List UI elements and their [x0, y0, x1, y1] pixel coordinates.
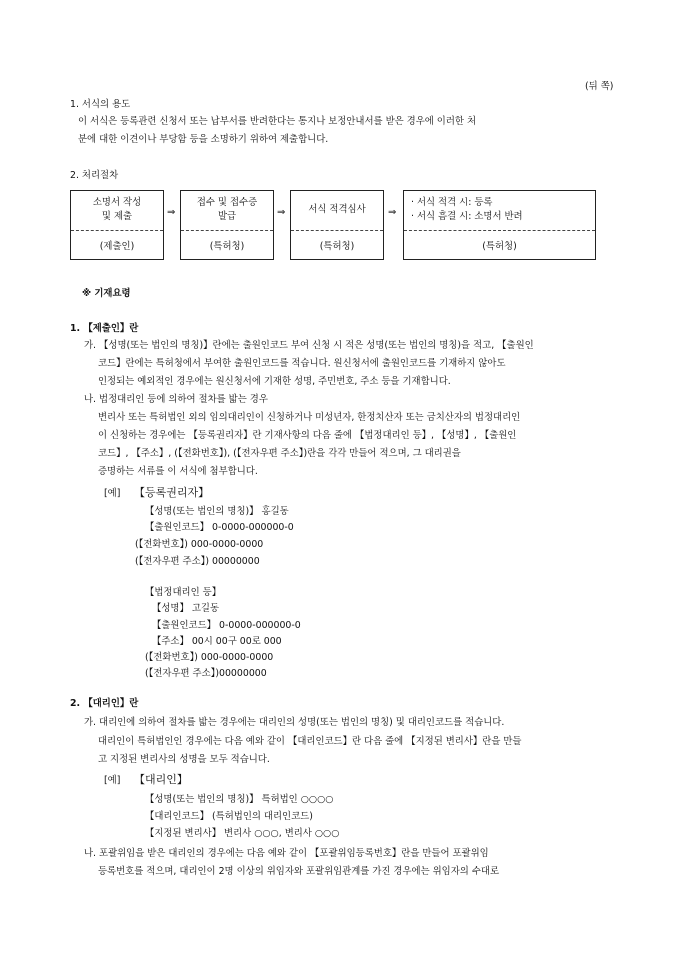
example-line: 【성명(또는 법인의 명칭)】 홍길동 [145, 506, 289, 517]
example-line: 【성명(또는 법인의 명칭)】 특허법인 ○○○○ [145, 794, 334, 805]
example-title: 【등록권리자】 [134, 486, 210, 499]
box-actor: (제출인) [99, 241, 135, 252]
guide-s2-na-line: 등록번호를 적으며, 대리인이 2명 이상의 위임자와 포괄위임관계를 가진 경우에는 위임자의 수대로 [98, 866, 499, 877]
guide-s2-ga-line: 고 지정된 변리사의 성명을 모두 적습니다. [98, 754, 270, 765]
process-box-result [403, 190, 596, 260]
example-line: 【주소】 00시 00구 00로 000 [152, 636, 282, 647]
example-line: (【전자우편 주소】)00000000 [145, 668, 267, 679]
example-line: 【지정된 변리사】 변리사 ○○○, 변리사 ○○○ [145, 828, 340, 839]
section-2-heading: 2. 처리절차 [70, 170, 119, 181]
process-box-review [290, 190, 384, 260]
guide-s1-na-line: 나. 법정대리인 등에 의하여 절차를 밟는 경우 [84, 394, 268, 405]
example-line: (【전화번호】) 000-0000-0000 [135, 539, 264, 550]
box-text: 발급 [217, 211, 237, 222]
guide-title: ※ 기재요령 [82, 288, 131, 299]
example-line: 【대리인코드】 (특허법인의 대리인코드) [145, 811, 313, 822]
box-actor: (특허청) [209, 241, 245, 252]
guide-s1-ga-line: 코드】란에는 특허청에서 부여한 출원인코드를 적습니다. 원신청서에 출원인코드를 기재하지 않아도 [98, 358, 506, 369]
example-line: 【출원인코드】 0-0000-000000-0 [152, 620, 301, 631]
box-text: 서식 적격심사 [308, 204, 366, 215]
arrow-icon: ⇒ [277, 207, 286, 218]
arrow-icon: ⇒ [388, 207, 397, 218]
guide-s2-ga-line: 가. 대리인에 의하여 절차를 밟는 경우에는 대리인의 성명(또는 법인의 명칭) 및 대리인코드를 적습니다. [84, 717, 505, 728]
example-line: 【법정대리인 등】 [145, 587, 222, 598]
section-1-line: 분에 대한 이견이나 부당함 등을 소명하기 위하여 제출합니다. [78, 134, 329, 145]
guide-s1-ga-line: 인정되는 예외적인 경우에는 원신청서에 기재한 성명, 주민번호, 주소 등을 기재합니다. [98, 376, 451, 387]
example-label: [예] [104, 488, 121, 499]
guide-s2-heading: 2. 【대리인】란 [70, 698, 139, 709]
process-box-submit [70, 190, 164, 260]
page-marker: (뒤 쪽) [585, 81, 614, 92]
box-text: · 서식 흠결 시: 소명서 반려 [411, 211, 523, 222]
guide-s1-heading: 1. 【제출인】란 [70, 323, 139, 334]
box-text: 접수 및 접수증 [196, 197, 258, 208]
guide-s1-na-line: 이 신청하는 경우에는 【등록권리자】란 기재사항의 다음 줄에 【법정대리인 등】, 【성명】, 【출원인 [98, 430, 517, 441]
process-box-receive [180, 190, 274, 260]
guide-s1-na-line: 코드】, 【주소】, (【전화번호】), (【전자우편 주소】)란을 각각 만들어 적으며, 그 대리권을 [98, 448, 461, 459]
example-line: 【성명】 고길동 [152, 603, 220, 614]
arrow-icon: ⇒ [167, 207, 176, 218]
box-actor: (특허청) [319, 241, 355, 252]
box-text: 및 제출 [101, 211, 133, 222]
box-text: 소명서 작성 [92, 197, 142, 208]
example-label: [예] [104, 775, 121, 786]
box-text: · 서식 적격 시: 등록 [411, 197, 493, 208]
guide-s2-na-line: 나. 포괄위임을 받은 대리인의 경우에는 다음 예와 같이 【포괄위임등록번호】란을 만들어 포괄위임 [84, 848, 489, 859]
guide-s1-na-line: 증명하는 서류를 이 서식에 첨부합니다. [98, 466, 258, 477]
guide-s1-ga-line: 가. 【성명(또는 법인의 명칭)】란에는 출원인코드 부여 신청 시 적은 성명(또는 법인의 명칭)을 적고, 【출원인 [84, 340, 534, 351]
example-line: 【출원인코드】 0-0000-000000-0 [145, 522, 294, 533]
example-line: (【전자우편 주소】) 00000000 [135, 556, 260, 567]
example-line: (【전화번호】) 000-0000-0000 [145, 652, 274, 663]
section-1-line: 이 서식은 등록관련 신청서 또는 납부서를 반려한다는 통지나 보정안내서를 받은 경우에 이러한 처 [78, 116, 477, 127]
section-1-heading: 1. 서식의 용도 [70, 99, 131, 110]
box-actor: (특허청) [482, 241, 517, 252]
guide-s1-na-line: 변리사 또는 특허법인 외의 임의대리인이 신청하거나 미성년자, 한정치산자 또는 금치산자의 법정대리인 [98, 412, 521, 423]
example-title: 【대리인】 [134, 773, 188, 786]
guide-s2-ga-line: 대리인이 특허법인인 경우에는 다음 예와 같이 【대리인코드】란 다음 줄에 【지정된 변리사】란을 만들 [98, 736, 522, 747]
